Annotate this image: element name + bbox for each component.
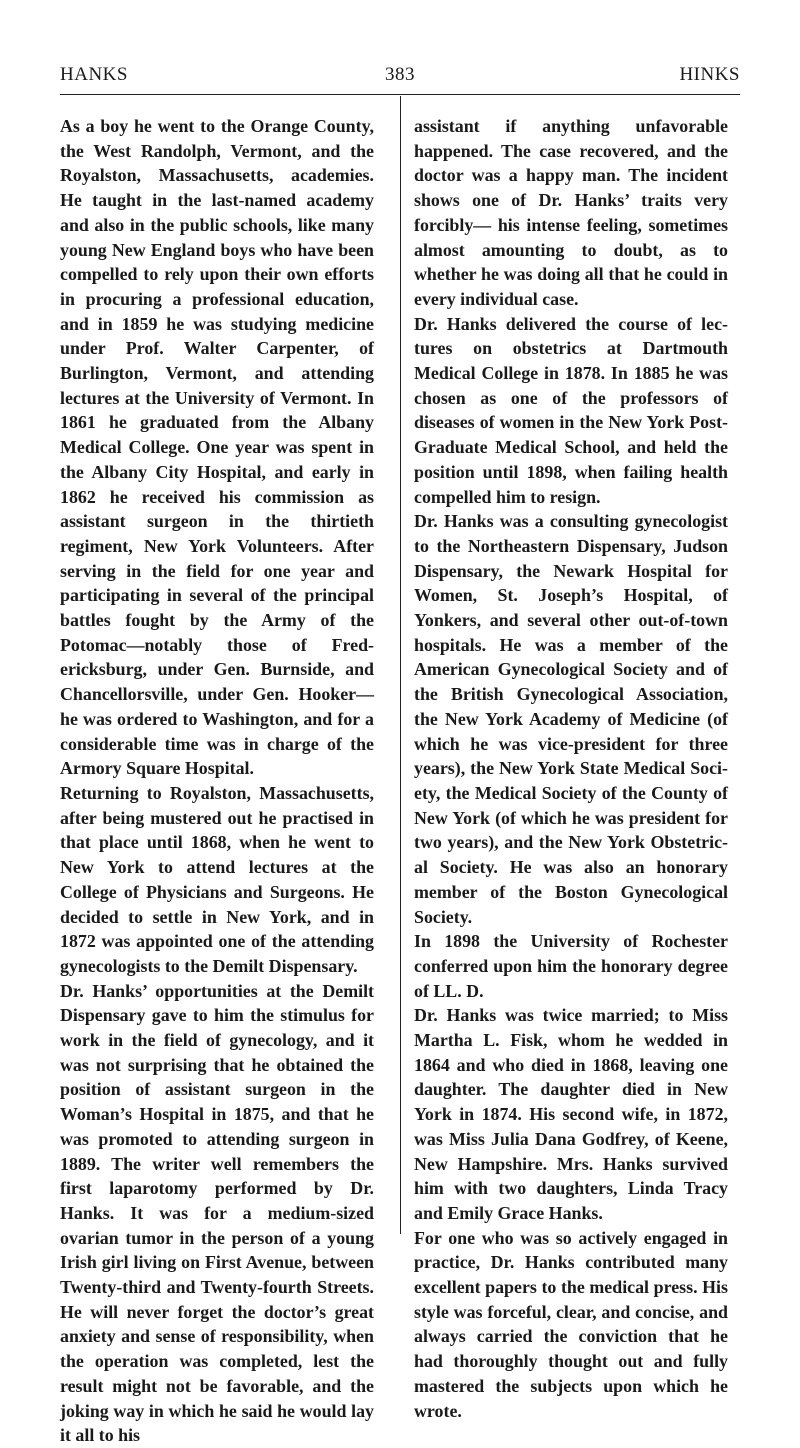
right-column (414, 114, 728, 1423)
running-head-right: HINKS (679, 64, 740, 85)
paragraph: Dr. Hanks was a consulting gynecologist to the Northeastern Dispensary, Judson Dispensary, the Newark Hospital for Women, St. Joseph’s Hospital, of Yonkers, and several other out-of-town hospitals. He was a member of the American Gynecological Society and of the British Gynecological Association, the New York Academy of Medicine (of which he was vice-president for three years), the New York State Medical Society, the Medical Society of the County of New York (of which he was president for two years), and the New York Obstetrical Society. He was also an honorary member of the Boston Gynecological Society. (414, 511, 728, 927)
paragraph: As a boy he went to the Orange County, the West Randolph, Vermont, and the Royalston, Massachusetts, academies. He taught in the last-named academy and also in the public schools, like many young New England boys who have been compelled to rely upon their own efforts in procuring a professional education, and in 1859 he was studying medicine under Prof. Walter Carpenter, of Burlington, Vermont, and attending lectures at the University of Vermont. In 1861 he graduated from the Albany Medical College. One year was spent in the Albany City Hospital, and early in 1862 he received his commission as assistant surgeon in the thirtieth regiment, New York Volunteers. After serving in the field for one year and participating in several of the principal battles fought by the Army of the Potomac—notably those of Fredericksburg, under Gen. Burnside, and Chancellorsville, under Gen. Hooker— he was ordered to Washington, and for a considerable time was in charge of the Armory Square Hospital. (60, 116, 374, 779)
paragraph: assistant if anything unfavorable happened. The case recovered, and the doctor was a happy man. The incident shows one of Dr. Hanks’ traits very forcibly— his intense feeling, sometimes almost amounting to doubt, as to whether he was doing all that he could in every individual case. (414, 116, 728, 309)
paragraph: Dr. Hanks’ opportunities at the Demilt Dispensary gave to him the stimulus for work in the field of gynecology, and it was not surprising that he obtained the position of assistant surgeon in the Woman’s Hospital in 1875, and that he was promoted to attending surgeon in 1889. The writer well remembers the first laparotomy performed by Dr. Hanks. It was for a medium-sized ovarian tumor in the person of a young Irish girl living on First Avenue, between Twenty-third and Twenty-fourth Streets. He will never forget the doctor’s great anxiety and sense of responsibility, when the operation was completed, lest the result might not be favorable, and the joking way in which he said he would lay it all to his (60, 980, 374, 1446)
column-divider (400, 96, 401, 1234)
header-rule (60, 94, 740, 95)
left-column (60, 114, 374, 1448)
running-head (60, 64, 740, 92)
page-number: 383 (385, 64, 415, 85)
paragraph: In 1898 the University of Rochester conferred upon him the honorary degree of LL. D. (414, 931, 728, 1001)
paragraph: Returning to Royalston, Massachusetts, after being mustered out he practised in that place until 1868, when he went to New York to attend lectures at the College of Physicians and Surgeons. He decided to settle in New York, and in 1872 was appointed one of the attending gynecologists to the Demilt Dispensary. (60, 782, 374, 976)
paragraph: For one who was so actively engaged in practice, Dr. Hanks contributed many excellent papers to the medical press. His style was forceful, clear, and concise, and always carried the conviction that he had thoroughly thought out and fully mastered the subjects upon which he wrote. (414, 1227, 728, 1421)
paragraph: Dr. Hanks delivered the course of lectures on obstetrics at Dartmouth Medical College in 1878. In 1885 he was chosen as one of the professors of diseases of women in the New York Post-Graduate Medical School, and held the position until 1898, when failing health compelled him to resign. (414, 313, 728, 507)
paragraph: Dr. Hanks was twice married; to Miss Martha L. Fisk, whom he wedded in 1864 and who died in 1868, leaving one daughter. The daughter died in New York in 1874. His second wife, in 1872, was Miss Julia Dana Godfrey, of Keene, New Hampshire. Mrs. Hanks survived him with two daughters, Linda Tracy and Emily Grace Hanks. (414, 1005, 728, 1223)
running-head-left: HANKS (60, 64, 128, 85)
